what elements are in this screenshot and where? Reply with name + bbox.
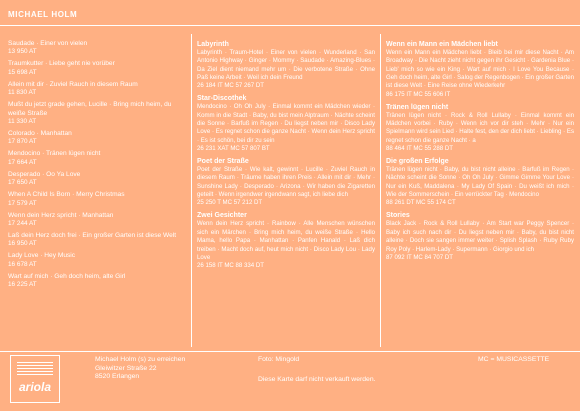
album-tracks: Tränen lügen nicht · Rock & Roll Lullaby · Einmal kommt ein Mädchen vorbei · Ruby · Wenn ich vor dir steh · Mehr · Nur ein Spielmann wird sein Lied · Halte fest, den der dich liebt · Liebling · Es regnet schon die ganze Nacht · a bbox=[386, 111, 574, 144]
album-tracks: Black Jack · Rock & Roll Lullaby · Am Start war Peggy Spencer · Baby ich such nach dir · Du liegst neben mir · Baby, du bist nicht alleine · Doch sie sangen immer weiter · Splish Splash · Ruby Ruby Roy Poly · Harlem-Lady · Supermann · Giorgio und ich bbox=[386, 220, 574, 253]
single-entry bbox=[8, 191, 188, 207]
column-divider-2 bbox=[380, 34, 381, 347]
album-codes: 88 464 IT MC 55 288 DT bbox=[386, 145, 453, 153]
contact-address bbox=[95, 356, 185, 382]
single-code: 17 664 AT bbox=[8, 158, 37, 166]
album-title: Star-Discothek bbox=[197, 95, 247, 103]
album-block bbox=[197, 211, 375, 270]
album-codes: 86 175 IT MC 55 606 IT bbox=[386, 90, 451, 98]
logo-wordmark: ariola bbox=[18, 380, 51, 394]
single-code: 16 225 AT bbox=[8, 281, 37, 289]
album-tracks: Mendocino · Oh Oh July · Einmal kommt ein Mädchen wieder · Komm in die Stadt · Baby, du bist mein Alptraum · Nächte scheint die Sonne · Barfuß im Regen · Du liegst neben mir · Disco Lady Love · Es regnet schon die ganze Nacht · Wenn dein Herz spricht · Es ist schön, bei dir zu sein bbox=[197, 103, 375, 144]
footer-divider bbox=[0, 351, 580, 352]
single-title: Allein mit dir · Zuviel Rauch in diesem Raum bbox=[8, 80, 138, 88]
album-codes: 26 231 XAT MC 57 807 BT bbox=[197, 145, 270, 153]
single-entry bbox=[8, 130, 188, 146]
single-code: 17 579 AT bbox=[8, 199, 37, 207]
album-codes: 25 250 T MC 57 212 DT bbox=[197, 199, 263, 207]
single-entry bbox=[8, 101, 188, 126]
single-title: Traumkutter · Liebe geht nie vorüber bbox=[8, 60, 115, 68]
albums-column-right bbox=[386, 40, 574, 266]
single-entry bbox=[8, 81, 188, 97]
album-codes: 26 158 IT MC 88 334 DT bbox=[197, 262, 264, 270]
album-tracks: Labyrinth · Traum-Hotel · Einer von vielen · Wunderland · San Antonio Highway · Ginger · Mommy · Saudade · Amazing-Blues · Da Ziel dient niemand mehr um · Die verbotene Straße · Ohne Paß keine Arbeit · Weil ich dein Freund bbox=[197, 49, 375, 82]
single-title: Colorado · Manhattan bbox=[8, 130, 72, 138]
single-title: Lady Love · Hey Music bbox=[8, 252, 76, 260]
single-title: Saudade · Einer von vielen bbox=[8, 40, 88, 47]
single-title: Wart auf mich · Geh doch heim, alte Girl bbox=[8, 272, 126, 280]
album-title: Labyrinth bbox=[197, 41, 229, 48]
single-entry bbox=[8, 212, 188, 228]
album-block bbox=[197, 40, 375, 90]
album-block bbox=[386, 157, 574, 207]
column-divider-1 bbox=[191, 34, 192, 347]
single-entry bbox=[8, 40, 188, 56]
logo-stripes-icon bbox=[17, 362, 53, 376]
album-tracks: Tränen lügen nicht · Baby, du bist nicht alleine · Barfuß im Regen · Nächte scheint die Sonne · Oh Oh July · Gimme Gimme Your Love · Nur ein Kuß, Maddalena · My Lady Of Spain · Du weißt ich mich · Wie der Sommerschein · Ein verrückter Tag · Mendocino bbox=[386, 166, 574, 199]
single-entry bbox=[8, 150, 188, 166]
album-title: Poet der Straße bbox=[197, 158, 249, 166]
singles-column bbox=[8, 40, 188, 293]
album-title: Tränen lügen nicht bbox=[386, 103, 449, 111]
single-code: 11 330 AT bbox=[8, 118, 37, 126]
not-for-sale-note: Diese Karte darf nicht verkauft werden. bbox=[258, 376, 376, 383]
address-line: Gleiwitzer Straße 22 bbox=[95, 364, 157, 372]
album-block bbox=[197, 94, 375, 153]
single-entry bbox=[8, 252, 188, 268]
artist-name: MICHAEL HOLM bbox=[8, 10, 78, 19]
single-entry bbox=[8, 60, 188, 76]
album-tracks: Wenn dein Herz spricht · Rainbow · Alle Menschen wünschen sich ein Märchen · Bring mich heim, du weiße Straße · Hello Mama, hello Papa · Manhattan · Panfen Hanald · Laß dich treiben · Macht doch auf, heut mich nicht · Disco Lady Lou · Lady Love bbox=[197, 220, 375, 261]
single-title: Mendocino · Tränen lügen nicht bbox=[8, 150, 101, 158]
album-block bbox=[386, 211, 574, 261]
single-entry bbox=[8, 171, 188, 187]
single-code: 17 650 AT bbox=[8, 179, 37, 187]
album-block bbox=[197, 157, 375, 207]
single-title: When A Child Is Born · Merry Christmas bbox=[8, 191, 125, 199]
ariola-logo bbox=[10, 355, 60, 403]
album-tracks: Wenn ein Mann ein Mädchen liebt · Bleib bei mir diese Nacht · Am Broadway · Die Nacht zieht nicht gegen ihr Gesicht · Gardenia Blue · Lieb' mich so wie ein King · Wart auf mich · I Love You Because · Geh doch heim, alte Girl · Salog der Regenbogen · Ein großer Garten ist diese Welt · Eine Reise ohne Wiederkehr bbox=[386, 49, 574, 90]
mc-legend: MC = MUSICASSETTE bbox=[478, 356, 550, 363]
album-block bbox=[386, 103, 574, 153]
header-divider bbox=[0, 25, 580, 26]
single-code: 17 870 AT bbox=[8, 138, 37, 146]
album-title: Wenn ein Mann ein Mädchen liebt bbox=[386, 41, 498, 48]
album-codes: 88 261 DT MC 55 174 CT bbox=[386, 199, 456, 207]
album-tracks: Poet der Straße · Wie kalt, gewinnt · Lucille · Zuviel Rauch in diesem Raum · Träume haben ihren Preis · Allein mit dir · Mehr · Sunshine Lady · Desperado · Arizona · Wir haben die Zigaretten geteilt · Wenn irgendwer irgendwann sagt, ich liebe dich bbox=[197, 166, 375, 199]
album-title: Zwei Gesichter bbox=[197, 212, 247, 220]
album-codes: 87 092 IT MC 84 707 DT bbox=[386, 253, 453, 261]
album-codes: 26 184 IT MC 57 267 DT bbox=[197, 82, 264, 90]
single-code: 15 698 AT bbox=[8, 68, 37, 76]
single-code: 17 244 AT bbox=[8, 220, 37, 228]
single-title: Laß dein Herz doch frei · Ein großer Garten ist diese Welt bbox=[8, 232, 177, 240]
single-entry bbox=[8, 232, 188, 248]
address-line: 8520 Erlangen bbox=[95, 373, 140, 381]
photo-credit: Foto: Mingold bbox=[258, 356, 300, 363]
album-block bbox=[386, 40, 574, 99]
single-title: Mußt du jetzt grade gehen, Lucille · Bring mich heim, du weiße Straße bbox=[8, 101, 172, 117]
single-title: Wenn dein Herz spricht · Manhattan bbox=[8, 211, 114, 219]
albums-column-middle bbox=[197, 40, 375, 274]
single-code: 16 678 AT bbox=[8, 260, 37, 268]
album-title: Stories bbox=[386, 212, 410, 220]
single-code: 16 950 AT bbox=[8, 240, 37, 248]
single-entry bbox=[8, 273, 188, 289]
address-line: Michael Holm (s) zu erreichen bbox=[95, 356, 186, 363]
album-title: Die großen Erfolge bbox=[386, 158, 449, 166]
single-code: 11 830 AT bbox=[8, 89, 37, 97]
single-code: 13 950 AT bbox=[8, 48, 37, 56]
single-title: Desperado · Oo Ya Love bbox=[8, 170, 81, 178]
